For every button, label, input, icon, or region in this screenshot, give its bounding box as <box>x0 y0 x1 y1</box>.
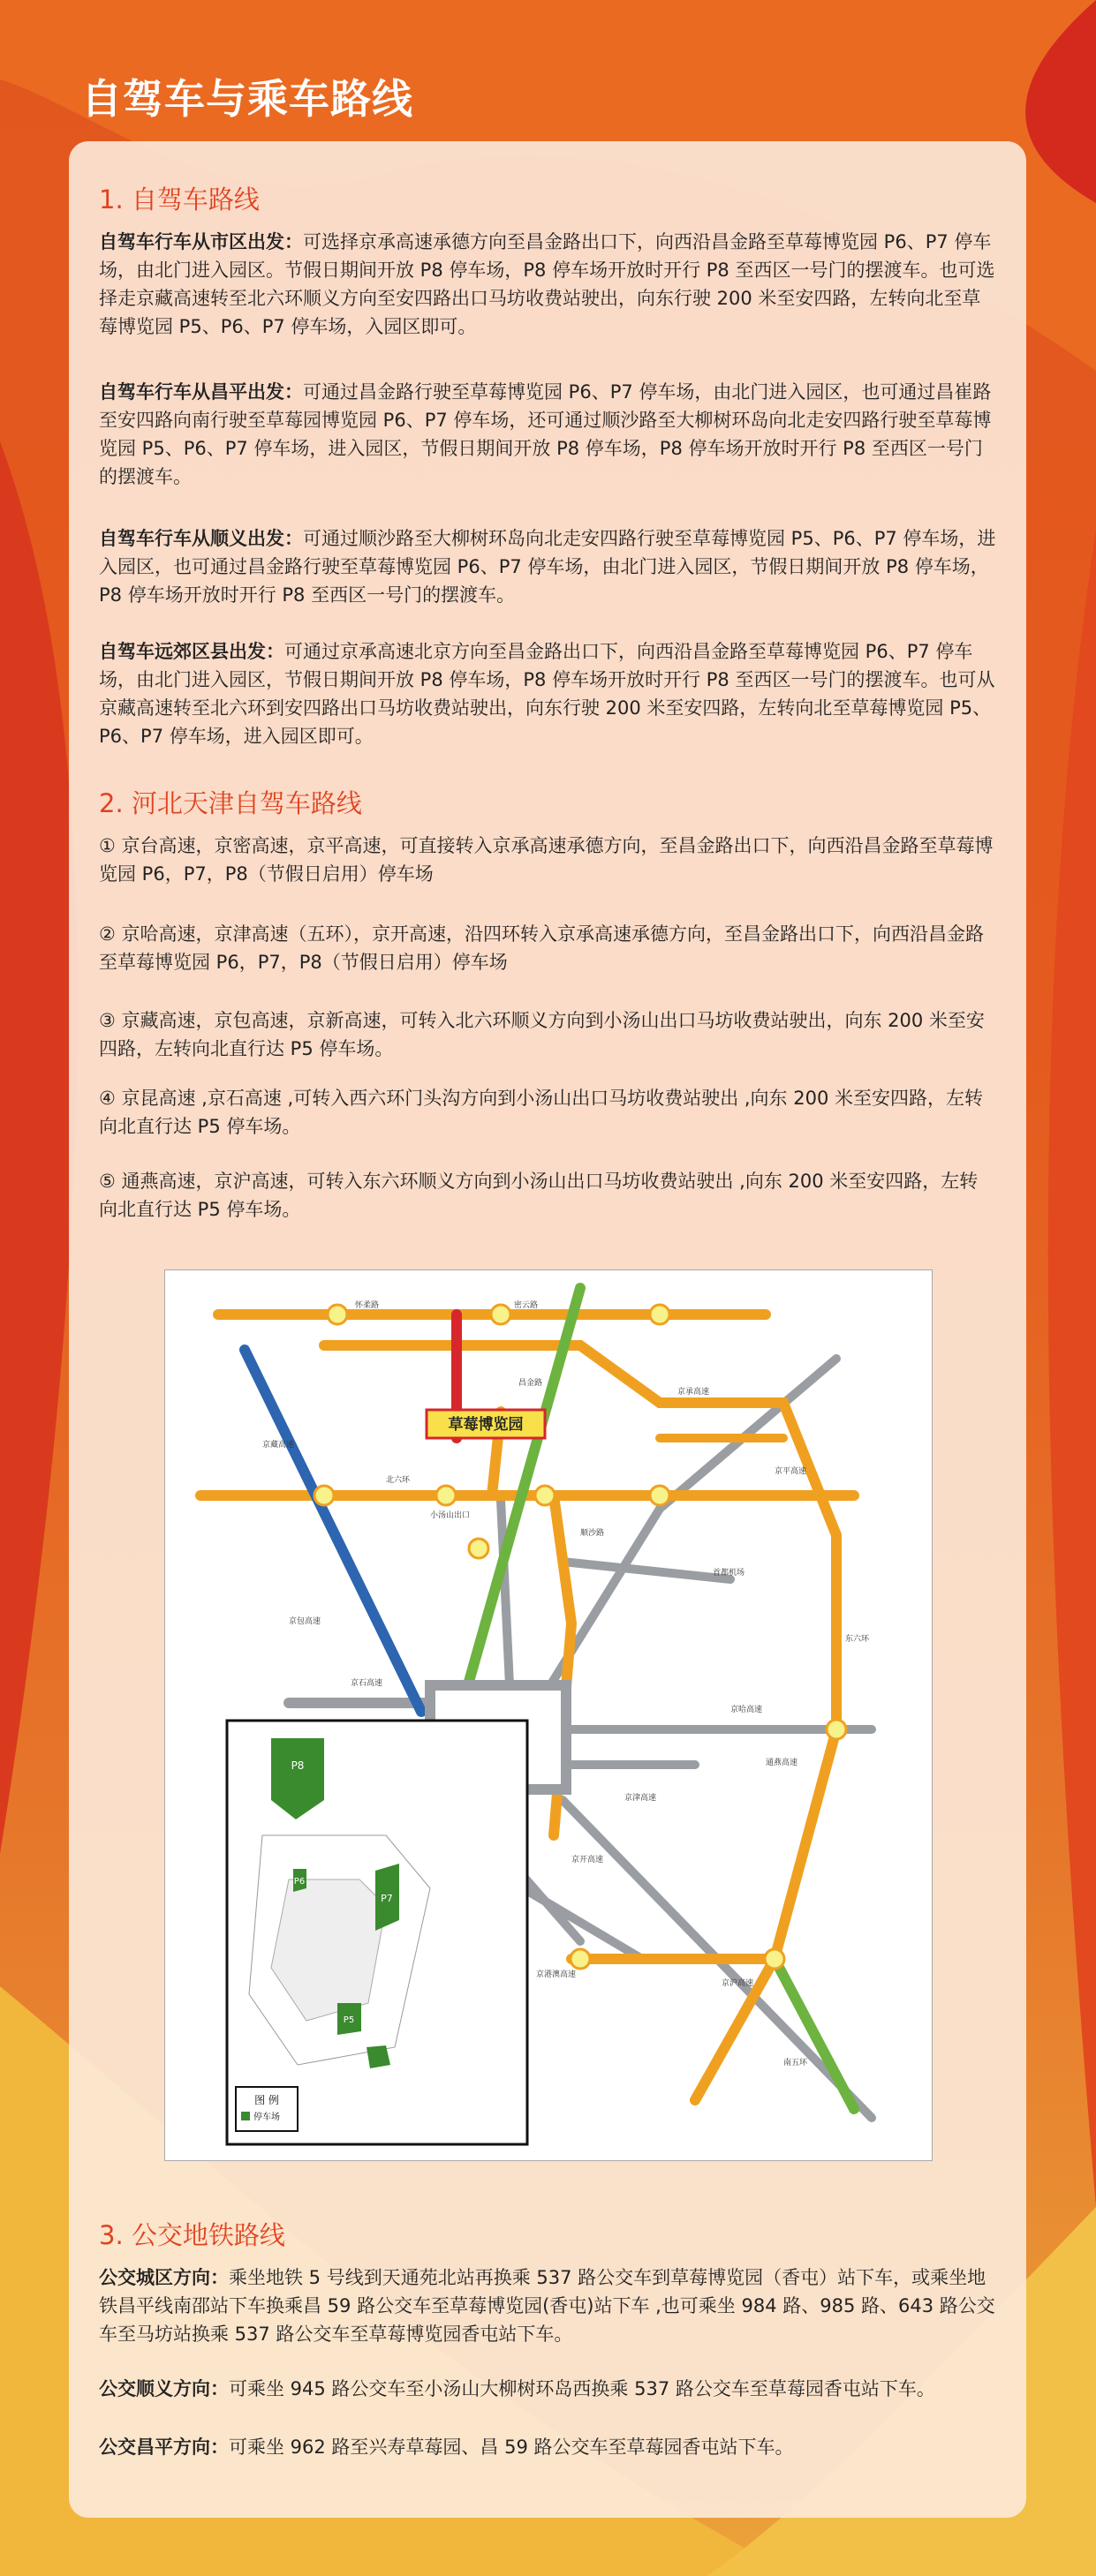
lead: 自驾车远郊区县出发： <box>99 641 284 662</box>
lead: 自驾车行车从市区出发： <box>99 231 303 252</box>
lead: 自驾车行车从昌平出发： <box>99 381 303 403</box>
map-road-label: 京开高速 <box>571 1856 604 1864</box>
parking-label: P8 <box>291 1759 305 1772</box>
driving-from-shunyi <box>99 524 996 609</box>
section-title-driving: 1. 自驾车路线 <box>99 185 260 215</box>
expo-label: 草莓博览园 <box>448 1416 524 1434</box>
legend-title: 图 例 <box>254 2094 279 2106</box>
body: 可乘坐 945 路公交车至小汤山大柳树环岛西换乘 537 路公交车至草莓园香屯站下车。 <box>229 2378 935 2399</box>
map-road-label: 京哈高速 <box>730 1706 763 1714</box>
body: 可通过顺沙路至大柳树环岛向北走安四路行驶至草莓博览园 P5、P6、P7 停车场，进入园区，也可通过昌金路行驶至草莓博览园 P6、P7 停车场，由北门进入园区，节假日期间开放 P8 停车场，P8 停车场开放时开行 P8 至西区一号门的摆渡车。 <box>99 528 996 606</box>
route-map-svg <box>165 1270 932 2160</box>
body: 可乘坐 962 路至兴寿草莓园、昌 59 路公交车至草莓园香屯站下车。 <box>229 2437 794 2458</box>
body: 乘坐地铁 5 号线到天通苑北站再换乘 537 路公交车到草莓博览园（香屯）站下车，或乘坐地铁昌平线南邵站下车换乘昌 59 路公交车至草莓博览园(香屯)站下车 ,也可乘坐 984 路、985 路、643 路公交车至马坊站换乘 537 路公交车至草莓博览园香屯站下车。 <box>99 2267 995 2345</box>
body: 可通过京承高速北京方向至昌金路出口下，向西沿昌金路至草莓博览园 P6、P7 停车场，由北门进入园区，节假日期间开放 P8 停车场，P8 停车场开放时开行 P8 至西区一号门的摆渡车。也可从京藏高速转至北六环到安四路出口马坊收费站驶出，向东行驶 200 米至安四路，左转向北至草莓博览园 P5、P6、P7 停车场，进入园区即可。 <box>99 641 995 747</box>
map-road-label: 京港澳高速 <box>536 1970 577 1979</box>
section-title-hebei-tianjin: 2. 河北天津自驾车路线 <box>99 788 362 818</box>
lead: 自驾车行车从顺义出发： <box>99 528 303 549</box>
map-road-label: 昌金路 <box>518 1379 543 1388</box>
route-item: ⑤ 通燕高速，京沪高速，可转入东六环顺义方向到小汤山出口马坊收费站驶出 ,向东 200 米至安四路，左转向北直行达 P5 停车场。 <box>99 1171 979 1220</box>
map-road-label: 京平高速 <box>775 1467 807 1476</box>
map-road-label: 南五环 <box>783 2059 808 2068</box>
content-card <box>69 141 1026 2518</box>
body: 可选择京承高速承德方向至昌金路出口下，向西沿昌金路至草莓博览园 P6、P7 停车场，由北门进入园区。节假日期间开放 P8 停车场，P8 停车场开放时开行 P8 至西区一号门的摆渡车。也可选择走京藏高速转至北六环顺义方向至安四路出口马坊收费站驶出，向东行驶 200 米至安四路，左转向北至草莓博览园 P5、P6、P7 停车场，入园区即可。 <box>99 231 995 337</box>
map-road-label: 北六环 <box>386 1476 411 1485</box>
route-item: ④ 京昆高速 ,京石高速 ,可转入西六环门头沟方向到小汤山出口马坊收费站驶出 ,向东 200 米至安四路，左转向北直行达 P5 停车场。 <box>99 1088 983 1137</box>
route-item: ③ 京藏高速，京包高速，京新高速，可转入北六环顺义方向到小汤山出口马坊收费站驶出，向东 200 米至安四路，左转向北直行达 P5 停车场。 <box>99 1010 985 1059</box>
map-road-label: 小汤山出口 <box>430 1511 471 1520</box>
driving-from-changping <box>99 378 996 491</box>
map-road-label: 京沪高速 <box>722 1979 754 1988</box>
driving-from-city <box>99 228 996 341</box>
map-road-label: 通燕高速 <box>766 1759 798 1767</box>
map-road-label: 京津高速 <box>624 1794 657 1803</box>
map-road-label: 怀柔路 <box>355 1301 380 1310</box>
lead: 公交顺义方向： <box>99 2378 229 2399</box>
route-item: ② 京哈高速，京津高速（五环），京开高速，沿四环转入京承高速承德方向，至昌金路出口下，向西沿昌金路至草莓博览园 P6，P7，P8（节假日启用）停车场 <box>99 923 984 973</box>
section-title-transit: 3. 公交地铁路线 <box>99 2220 285 2250</box>
driving-from-suburbs <box>99 637 996 750</box>
transit-city <box>99 2263 996 2348</box>
transit-changping <box>99 2433 996 2461</box>
route-map <box>164 1269 933 2161</box>
body: 可通过昌金路行驶至草莓博览园 P6、P7 停车场，由北门进入园区，也可通过昌崔路至安四路向南行驶至草莓园博览园 P6、P7 停车场，还可通过顺沙路至大柳树环岛向北走安四路行驶至草莓博览园 P5、P6、P7 停车场，进入园区，节假日期间开放 P8 停车场，P8 停车场开放时开行 P8 至西区一号门的摆渡车。 <box>99 381 992 487</box>
lead: 公交城区方向： <box>99 2267 229 2288</box>
legend-item: 停车场 <box>253 2113 280 2122</box>
parking-label: P7 <box>381 1893 393 1904</box>
map-road-label: 京石高速 <box>351 1679 383 1688</box>
map-road-label: 密云路 <box>514 1301 539 1310</box>
map-road-label: 京包高速 <box>289 1617 321 1626</box>
lead: 公交昌平方向： <box>99 2437 229 2458</box>
page-title: 自驾车与乘车路线 <box>81 75 413 123</box>
map-road-label: 京藏高速 <box>262 1441 295 1450</box>
legend-swatch <box>241 2112 250 2120</box>
transit-shunyi <box>99 2375 996 2403</box>
map-road-label: 东六环 <box>845 1635 870 1644</box>
map-road-label: 京承高速 <box>677 1388 710 1397</box>
parking-label: P6 <box>293 1877 306 1887</box>
route-item: ① 京台高速，京密高速，京平高速，可直接转入京承高速承德方向，至昌金路出口下，向西沿昌金路至草莓博览园 P6，P7，P8（节假日启用）停车场 <box>99 835 994 885</box>
map-road-label: 首都机场 <box>713 1569 745 1578</box>
parking-label: P5 <box>343 2015 355 2025</box>
map-road-label: 顺沙路 <box>580 1529 605 1538</box>
